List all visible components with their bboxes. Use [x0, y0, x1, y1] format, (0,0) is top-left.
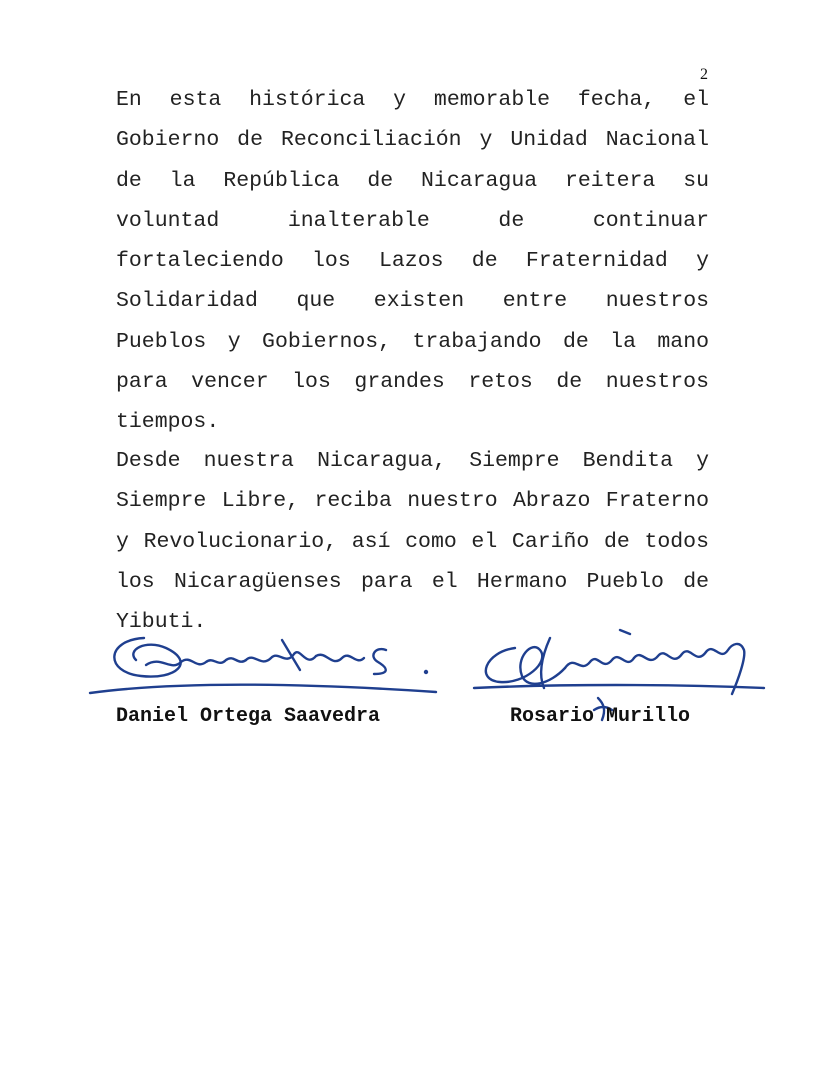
signatory-name-rosario-murillo: Rosario Murillo — [510, 705, 691, 728]
paragraph-closing: Desde nuestra Nicaragua, Siempre Bendita y Siempre Libre, reciba nuestro Abrazo Fraterno y Revolucionario, así como el Cariño de todos los Nicaragüenses para el Hermano Pueblo de Yibuti. — [116, 449, 709, 635]
signature-block-daniel-ortega — [86, 610, 446, 740]
signature-block-rosario-murillo — [470, 610, 770, 740]
signatory-name-daniel-ortega: Daniel Ortega Saavedra — [116, 705, 381, 728]
page-number: 2 — [700, 66, 708, 83]
signature-image-daniel-ortega — [86, 610, 446, 705]
paragraph-greeting: En esta histórica y memorable fecha, el Gobierno de Reconciliación y Unidad Nacional de la República de Nicaragua reitera su voluntad inalterable de continuar fortaleciendo los Lazos de Fraternidad y Solidaridad que existen entre nuestros Pueblos y Gobiernos, trabajando de la mano para vencer los grandes retos de nuestros tiempos. — [116, 88, 709, 435]
